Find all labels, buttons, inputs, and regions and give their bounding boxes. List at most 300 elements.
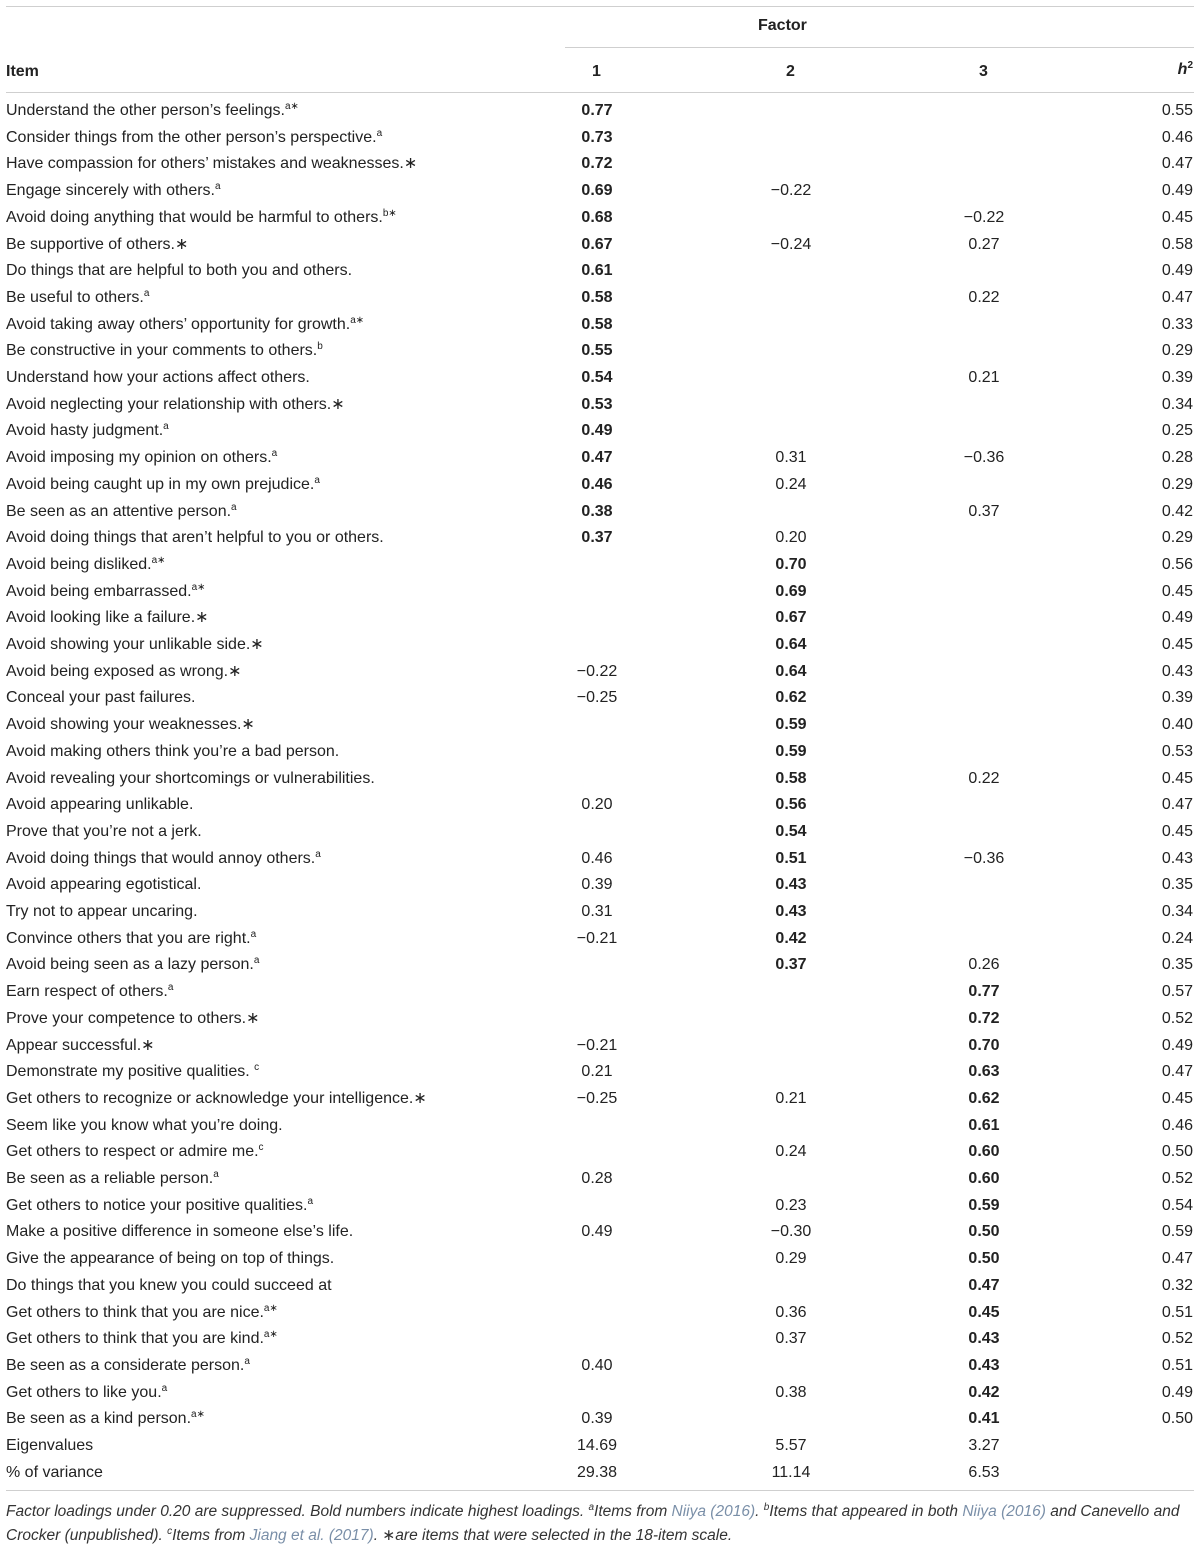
table-row <box>0 1460 1200 1487</box>
item-header: Item <box>6 63 39 80</box>
item-footnote-marker: a∗ <box>191 1409 205 1421</box>
factor-2-loading: 0.38 <box>775 1383 807 1401</box>
table-row <box>0 338 1200 365</box>
item-text: Be seen as an attentive person. <box>6 502 232 520</box>
item-cell <box>6 979 173 1006</box>
factor-1-loading: −0.21 <box>576 929 618 947</box>
item-footnote-marker: a <box>314 474 320 486</box>
factor-1-loading: 0.58 <box>581 288 613 306</box>
factor-3-loading: −0.36 <box>963 449 1005 467</box>
footnote-ref-jiang[interactable]: Jiang et al. (2017) <box>249 1527 374 1544</box>
item-cell <box>6 739 339 766</box>
item-footnote-marker: b∗ <box>382 207 397 219</box>
footnote-text-4: Items that appeared in both <box>769 1503 963 1520</box>
factor-1-loading: 0.20 <box>581 796 613 814</box>
table-row <box>0 285 1200 312</box>
table-row <box>0 739 1200 766</box>
item-cell <box>6 125 382 152</box>
factor-2-loading: 0.31 <box>775 449 807 467</box>
factor-2-header: 2 <box>786 63 795 80</box>
item-cell <box>6 632 264 659</box>
item-text: Get others to recognize or acknowledge your intelligence.∗ <box>6 1089 427 1107</box>
table-row <box>0 312 1200 339</box>
factor-1-loading: −0.25 <box>576 1089 618 1107</box>
table-row <box>0 1273 1200 1300</box>
h2-value: 0.35 <box>1161 956 1193 974</box>
table-row <box>0 952 1200 979</box>
h2-value: 0.45 <box>1161 1089 1193 1107</box>
table-row <box>0 418 1200 445</box>
item-cell <box>6 819 202 846</box>
h2-header <box>1178 61 1193 79</box>
factor-1-loading: 0.21 <box>581 1063 613 1081</box>
item-cell <box>6 952 259 979</box>
h2-value: 0.49 <box>1161 1383 1193 1401</box>
h2-value: 0.56 <box>1161 555 1193 573</box>
table-row <box>0 766 1200 793</box>
h2-value: 0.29 <box>1161 475 1193 493</box>
factor-3-loading: 0.21 <box>968 369 1000 386</box>
item-cell <box>6 872 201 899</box>
item-footnote-marker: b <box>317 341 323 353</box>
item-cell <box>6 338 323 365</box>
item-cell <box>6 472 320 499</box>
item-text: Be seen as a reliable person. <box>6 1170 214 1187</box>
factor-3-loading: 0.45 <box>968 1303 1000 1321</box>
footnote-text-7: . ∗are items that were selected in the 18-item scale. <box>373 1527 733 1544</box>
h2-value: 0.52 <box>1161 1330 1193 1348</box>
item-cell <box>6 899 198 926</box>
factor-3-loading: 0.26 <box>968 956 1000 974</box>
factor-3-loading: 0.61 <box>968 1116 1000 1134</box>
factor-2-loading: 0.29 <box>775 1250 807 1268</box>
h2-value: 0.34 <box>1161 903 1193 920</box>
table-row <box>0 1059 1200 1086</box>
item-text: Be seen as a kind person. <box>6 1410 192 1428</box>
item-footnote-marker: a∗ <box>263 1329 278 1341</box>
item-cell <box>6 499 237 526</box>
factor-1-loading: 0.58 <box>581 315 613 333</box>
h2-value: 0.52 <box>1161 1009 1193 1027</box>
table-row <box>0 846 1200 873</box>
factor-1-loading: 0.37 <box>581 529 613 547</box>
footnote-text-6: Items from <box>172 1527 250 1544</box>
item-cell <box>6 1433 93 1460</box>
factor-3-loading: 0.22 <box>968 288 1000 306</box>
item-cell <box>6 766 375 793</box>
h2-value: 0.45 <box>1161 822 1193 840</box>
factor-2-loading: 0.43 <box>775 903 807 920</box>
item-text: Have compassion for others’ mistakes and weaknesses.∗ <box>6 155 418 173</box>
factor-1-loading: 0.55 <box>581 342 613 360</box>
factor-2-loading: 0.62 <box>775 689 807 707</box>
h2-value: 0.39 <box>1161 689 1193 707</box>
footnote-text-3: . <box>755 1503 764 1520</box>
item-text: Avoid being exposed as wrong.∗ <box>6 662 242 680</box>
item-text: Avoid making others think you’re a bad person. <box>6 742 340 760</box>
table-row <box>0 1086 1200 1113</box>
item-cell <box>6 1033 155 1060</box>
item-footnote-marker: a <box>167 982 174 994</box>
factor-3-loading: −0.22 <box>963 208 1005 226</box>
table-row <box>0 1193 1200 1220</box>
factor-1-loading: 0.39 <box>581 1410 613 1428</box>
factor-2-loading: 0.24 <box>775 1143 807 1161</box>
table-row <box>0 499 1200 526</box>
table-row <box>0 392 1200 419</box>
h2-value: 0.47 <box>1161 1250 1193 1268</box>
item-cell <box>6 285 149 312</box>
h2-value: 0.51 <box>1161 1356 1193 1374</box>
h2-value: 0.46 <box>1161 1116 1193 1134</box>
factor-3-loading: 3.27 <box>968 1437 1000 1454</box>
h2-header-base: h <box>1177 61 1188 78</box>
table-row <box>0 792 1200 819</box>
factor-3-loading: 0.59 <box>968 1196 1000 1214</box>
item-text: Avoid showing your unlikable side.∗ <box>6 636 264 653</box>
factor-2-loading: 0.54 <box>775 822 807 840</box>
factor-1-header: 1 <box>592 63 601 80</box>
h2-value: 0.43 <box>1161 849 1193 867</box>
table-row <box>0 685 1200 712</box>
h2-value: 0.35 <box>1161 876 1193 894</box>
table-row <box>0 1406 1200 1433</box>
footnote-ref-niiya-1[interactable]: Niiya (2016) <box>671 1503 756 1520</box>
item-cell <box>6 312 364 339</box>
factor-3-loading: 0.62 <box>968 1089 1000 1107</box>
item-cell <box>6 1460 103 1487</box>
item-footnote-marker: a <box>315 848 321 860</box>
table-row <box>0 979 1200 1006</box>
factor-1-loading: 0.47 <box>581 449 613 467</box>
item-footnote-marker: a∗ <box>285 101 299 112</box>
factor-1-loading: 0.73 <box>581 128 613 146</box>
table-row <box>0 1113 1200 1140</box>
factor-1-loading: 0.40 <box>581 1356 613 1374</box>
item-cell <box>6 926 256 953</box>
item-text: Prove that you’re not a jerk. <box>6 822 202 840</box>
h2-value: 0.33 <box>1161 315 1193 333</box>
factor-2-loading: 5.57 <box>775 1437 807 1454</box>
factor-3-loading: 0.37 <box>968 502 1000 520</box>
factor-2-loading: −0.24 <box>770 235 812 253</box>
table-footnote <box>6 1500 1194 1548</box>
h2-value: 0.47 <box>1161 1063 1193 1081</box>
factor-3-loading: 0.60 <box>968 1143 1000 1161</box>
h2-value: 0.45 <box>1161 208 1193 226</box>
factor-2-loading: −0.30 <box>770 1223 812 1241</box>
item-footnote-marker: a∗ <box>151 554 166 566</box>
table-row <box>0 151 1200 178</box>
factor-1-loading: 0.46 <box>581 475 613 493</box>
factor-1-loading: 0.54 <box>581 369 613 386</box>
table-row <box>0 1166 1200 1193</box>
item-footnote-marker: a <box>231 501 237 513</box>
item-cell <box>6 418 169 445</box>
factor-2-loading: 0.56 <box>775 796 807 814</box>
factor-2-loading: 0.64 <box>775 662 807 680</box>
item-footnote-marker: a <box>376 127 383 139</box>
factor-2-loading: 0.58 <box>775 769 807 787</box>
factor-2-loading: 0.24 <box>775 475 807 493</box>
item-cell <box>6 1006 260 1033</box>
item-text: Avoid taking away others’ opportunity for growth. <box>6 315 351 333</box>
factor-3-loading: 0.42 <box>968 1383 1000 1401</box>
factor-1-loading: 0.68 <box>581 208 613 226</box>
factor-3-loading: 0.50 <box>968 1250 1000 1268</box>
item-text: Be supportive of others.∗ <box>6 235 189 253</box>
factor-1-loading: 14.69 <box>576 1437 618 1454</box>
h2-value: 0.40 <box>1161 716 1193 734</box>
item-text: Get others to respect or admire me. <box>6 1143 259 1161</box>
item-text: Demonstrate my positive qualities. <box>6 1063 255 1081</box>
factor-1-loading: 0.53 <box>581 395 613 413</box>
footnote-text-2: Items from <box>594 1503 672 1520</box>
table-row <box>0 659 1200 686</box>
h2-value: 0.49 <box>1161 182 1193 200</box>
item-cell <box>6 712 255 739</box>
table-row <box>0 445 1200 472</box>
h2-value: 0.43 <box>1161 662 1193 680</box>
item-text: Avoid doing things that would annoy others. <box>6 849 316 867</box>
item-text: Understand the other person’s feelings. <box>6 102 285 119</box>
h2-value: 0.49 <box>1161 1036 1193 1054</box>
item-cell <box>6 1113 283 1140</box>
item-cell <box>6 1380 167 1407</box>
factor-3-loading: 6.53 <box>968 1463 1000 1481</box>
factor-3-loading: 0.50 <box>968 1223 1000 1241</box>
item-footnote-marker: a <box>213 1169 219 1180</box>
item-text: Avoid revealing your shortcomings or vulnerabilities. <box>6 769 375 787</box>
item-text: Give the appearance of being on top of things. <box>6 1250 335 1268</box>
h2-value: 0.34 <box>1161 395 1193 413</box>
factor-2-loading: 0.36 <box>775 1303 807 1321</box>
item-cell <box>6 579 206 606</box>
h2-value: 0.55 <box>1161 102 1193 119</box>
table-row <box>0 365 1200 392</box>
table-row <box>0 1326 1200 1353</box>
table-row <box>0 525 1200 552</box>
item-text: Avoid looking like a failure.∗ <box>6 609 209 627</box>
table-row <box>0 1139 1200 1166</box>
item-text: Try not to appear uncaring. <box>6 903 198 920</box>
h2-value: 0.45 <box>1161 769 1193 787</box>
item-text: Do things that are helpful to both you and others. <box>6 262 353 280</box>
item-footnote-marker: a <box>253 955 260 967</box>
table-row <box>0 472 1200 499</box>
h2-value: 0.39 <box>1161 369 1193 386</box>
footnote-text-1: Factor loadings under 0.20 are suppressed. Bold numbers indicate highest loadings. <box>6 1503 589 1520</box>
item-text: Be constructive in your comments to others. <box>6 342 318 360</box>
table-row <box>0 1433 1200 1460</box>
item-cell <box>6 792 193 819</box>
item-text: Understand how your actions affect others. <box>6 369 310 386</box>
table-row <box>0 258 1200 285</box>
item-cell <box>6 1273 332 1300</box>
factor-1-loading: 0.28 <box>581 1170 613 1187</box>
h2-value: 0.47 <box>1161 288 1193 306</box>
item-cell <box>6 1406 205 1433</box>
h2-value: 0.54 <box>1161 1196 1193 1214</box>
factor-1-loading: 0.49 <box>581 1223 613 1241</box>
item-text: Avoid being seen as a lazy person. <box>6 956 254 974</box>
item-text: Make a positive difference in someone else’s life. <box>6 1223 354 1241</box>
h2-value: 0.51 <box>1161 1303 1193 1321</box>
h2-value: 0.28 <box>1161 449 1193 467</box>
footnote-text-5: and Canevello and Crocker (unpublished). <box>6 1503 1180 1544</box>
factor-3-loading: 0.41 <box>968 1410 1000 1428</box>
factor-2-loading: −0.22 <box>770 182 812 200</box>
item-cell <box>6 1086 427 1113</box>
item-cell <box>6 205 397 232</box>
factor-2-loading: 0.20 <box>775 529 807 547</box>
table-row <box>0 1033 1200 1060</box>
table-row <box>0 872 1200 899</box>
factor-2-loading: 0.37 <box>775 956 807 974</box>
item-footnote-marker: a <box>143 287 150 299</box>
item-cell <box>6 846 321 873</box>
item-footnote-marker: c <box>258 1142 264 1154</box>
h2-value: 0.29 <box>1161 342 1193 360</box>
item-cell <box>6 178 221 205</box>
factor-3-loading: 0.22 <box>968 769 1000 787</box>
bottom-rule <box>6 1490 1194 1491</box>
factor-3-loading: 0.27 <box>968 235 1000 253</box>
factor-3-loading: 0.70 <box>968 1036 1000 1054</box>
footnote-ref-niiya-2[interactable]: Niiya (2016) <box>962 1503 1046 1520</box>
item-cell <box>6 258 352 285</box>
factor-2-loading: 0.70 <box>775 555 807 573</box>
factor-1-loading: 0.77 <box>581 102 613 119</box>
h2-value: 0.45 <box>1161 636 1193 653</box>
item-cell <box>6 1353 250 1380</box>
item-cell <box>6 1219 353 1246</box>
factor-3-loading: 0.43 <box>968 1330 1000 1348</box>
factor-1-loading: 0.38 <box>581 502 613 520</box>
item-footnote-marker: a <box>307 1195 314 1207</box>
factor-2-loading: 0.37 <box>775 1330 807 1348</box>
item-cell <box>6 1139 264 1166</box>
item-footnote-marker: c <box>254 1062 260 1074</box>
table-row <box>0 232 1200 259</box>
item-text: Avoid imposing my opinion on others. <box>6 449 272 467</box>
item-cell <box>6 365 310 392</box>
table-row <box>0 98 1200 125</box>
item-cell <box>6 232 188 259</box>
item-text: Avoid being embarrassed. <box>6 582 192 600</box>
h2-value: 0.49 <box>1161 262 1193 280</box>
table-row <box>0 1300 1200 1327</box>
factor-3-loading: −0.36 <box>963 849 1005 867</box>
factor-1-loading: −0.22 <box>576 662 618 680</box>
table-row <box>0 1219 1200 1246</box>
item-cell <box>6 525 384 552</box>
item-text: Be useful to others. <box>6 288 144 306</box>
factor-1-loading: 0.49 <box>581 422 613 440</box>
item-text: Be seen as a considerate person. <box>6 1356 245 1374</box>
item-footnote-marker: a <box>271 448 278 460</box>
table-row <box>0 178 1200 205</box>
factor-2-loading: 0.42 <box>775 929 807 947</box>
factor-1-loading: 0.67 <box>581 235 613 253</box>
footnote-sup-a: a <box>588 1502 595 1513</box>
table-row <box>0 1006 1200 1033</box>
table-row <box>0 1380 1200 1407</box>
factor-1-loading: 0.31 <box>581 903 613 920</box>
factor-1-loading: 0.39 <box>581 876 613 894</box>
h2-value: 0.52 <box>1161 1170 1193 1187</box>
item-footnote-marker: a <box>215 181 221 193</box>
h2-value: 0.45 <box>1161 582 1193 600</box>
h2-value: 0.49 <box>1161 609 1193 627</box>
item-cell <box>6 552 166 579</box>
factor-3-loading: 0.63 <box>968 1063 1000 1081</box>
factor-3-header: 3 <box>979 63 988 80</box>
factor-2-loading: 0.51 <box>775 849 807 867</box>
table-row <box>0 712 1200 739</box>
factor-3-loading: 0.72 <box>968 1009 1000 1027</box>
item-text: Get others to like you. <box>6 1383 162 1401</box>
h2-value: 0.47 <box>1161 155 1193 173</box>
footnote-sup-b: b <box>763 1502 770 1513</box>
h2-value: 0.57 <box>1161 983 1193 1001</box>
factor-2-loading: 0.69 <box>775 582 807 600</box>
item-cell <box>6 605 209 632</box>
factor-2-loading: 0.23 <box>775 1196 807 1214</box>
footnote-sup-c: c <box>167 1526 173 1537</box>
item-text: Avoid appearing unlikable. <box>6 796 194 814</box>
item-text: Avoid being disliked. <box>6 555 152 573</box>
factor-1-loading: 0.69 <box>581 182 613 200</box>
item-text: Prove your competence to others.∗ <box>6 1009 260 1027</box>
factor-2-loading: 11.14 <box>771 1463 811 1481</box>
item-text: Convince others that you are right. <box>6 929 251 947</box>
table-row <box>0 605 1200 632</box>
item-text: Avoid hasty judgment. <box>6 422 164 440</box>
h2-value: 0.58 <box>1161 235 1193 253</box>
item-text: % of variance <box>6 1463 103 1481</box>
item-text: Avoid showing your weaknesses.∗ <box>6 716 255 734</box>
factor-1-loading: 29.38 <box>576 1463 618 1481</box>
table-row <box>0 1246 1200 1273</box>
item-cell <box>6 445 277 472</box>
h2-value: 0.53 <box>1161 742 1193 760</box>
header-rule <box>6 92 1194 93</box>
h2-value: 0.59 <box>1161 1223 1193 1241</box>
table-row <box>0 552 1200 579</box>
top-rule <box>6 6 1194 7</box>
h2-value: 0.29 <box>1161 529 1193 547</box>
item-cell <box>6 1246 334 1273</box>
item-footnote-marker: a <box>163 421 169 433</box>
item-text: Avoid appearing egotistical. <box>6 876 202 894</box>
item-cell <box>6 1300 278 1327</box>
item-text: Avoid neglecting your relationship with others.∗ <box>6 395 345 413</box>
table-row <box>0 579 1200 606</box>
table-row <box>0 205 1200 232</box>
factor-1-loading: 0.61 <box>581 262 613 280</box>
item-footnote-marker: a∗ <box>263 1302 278 1314</box>
factor-3-loading: 0.60 <box>968 1170 1000 1187</box>
table-row <box>0 819 1200 846</box>
item-text: Avoid being caught up in my own prejudice. <box>6 475 315 493</box>
table-row <box>0 899 1200 926</box>
factor-2-loading: 0.64 <box>775 636 807 653</box>
item-text: Conceal your past failures. <box>6 689 196 707</box>
table-row <box>0 1353 1200 1380</box>
item-text: Do things that you knew you could succeed at <box>6 1276 332 1294</box>
factor-3-loading: 0.43 <box>968 1356 1000 1374</box>
